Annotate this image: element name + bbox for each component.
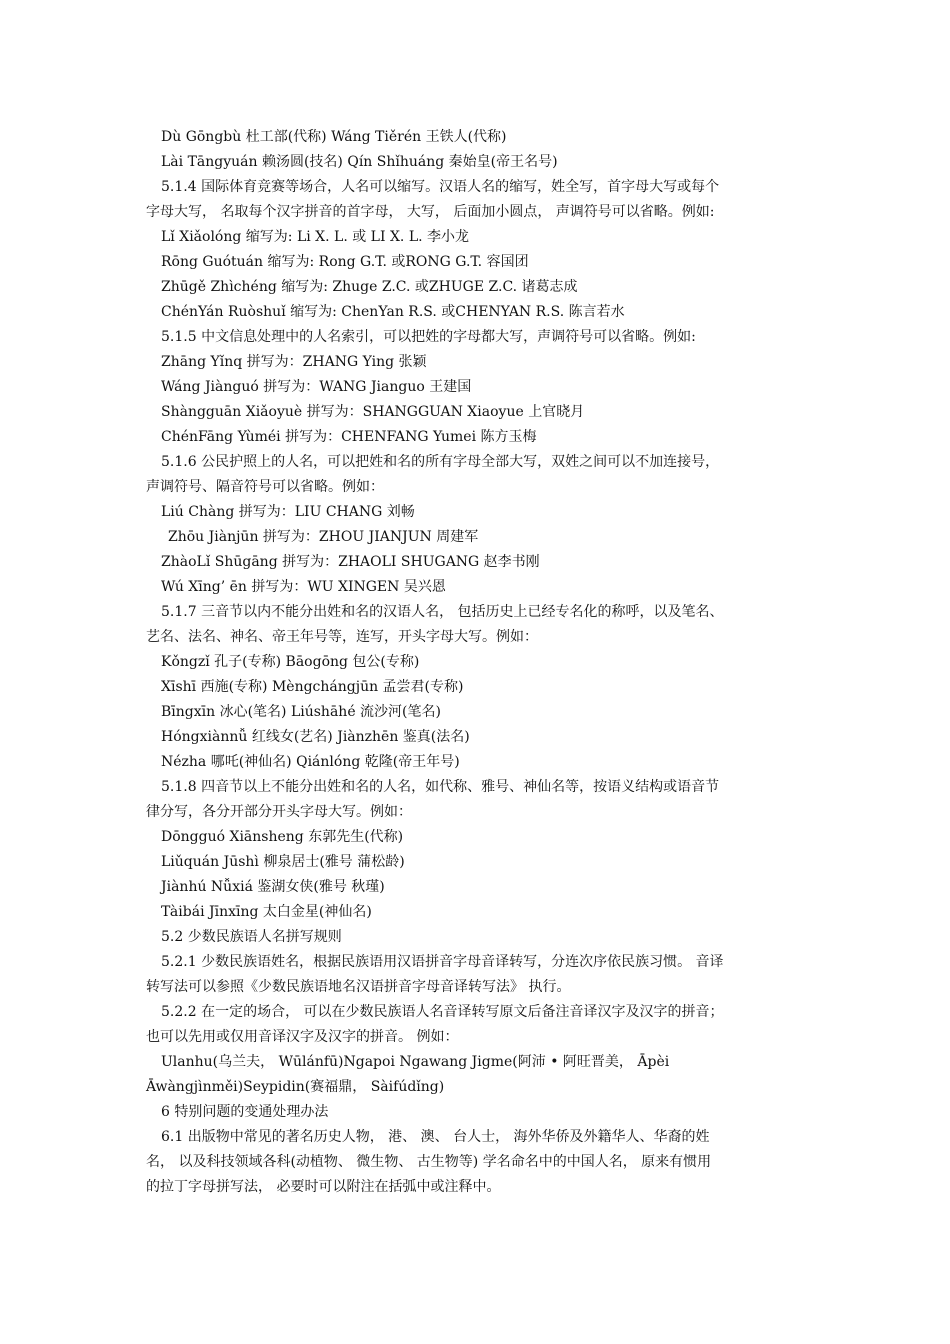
example-line: Liú Chàng 拼写为：LIU CHANG 刘畅: [161, 504, 415, 520]
section-5-1-8: 5.1.8 四音节以上不能分出姓和名的人名，如代称、雅号、神仙名等，按语义结构或语音节: [161, 779, 720, 795]
section-6-heading: 6 特别问题的变通处理办法: [161, 1104, 329, 1120]
section-6-1: 6.1 出版物中常见的著名历史人物， 港、 澳、 台人士， 海外华侨及外籍华人、华裔的姓: [161, 1129, 710, 1145]
text-line: 也可以先用或仅用音译汉字及汉字的拼音。 例如：: [146, 1029, 459, 1045]
example-line: Lǐ Xiǎolóng 缩写为: Li X. L. 或 LI X. L. 李小龙: [161, 229, 470, 245]
text-line: Lài Tāngyuán 赖汤圆(技名) Qín Shǐhuáng 秦始皇(帝王名号): [161, 154, 558, 170]
example-line: Nézha 哪吒(神仙名) Qiánlóng 乾隆(帝王年号): [161, 754, 460, 770]
example-line: ZhàoLǐ Shūgāng 拼写为：ZHAOLI SHUGANG 赵李书刚: [161, 554, 540, 570]
example-line: ChénYán Ruòshuǐ 缩写为: ChenYan R.S. 或CHENYAN R.S. 陈言若水: [161, 304, 625, 320]
example-line: Āwàngjìnměi)Seypidin(赛福鼎， Sàifúdǐng): [146, 1079, 445, 1095]
text-line: Dù Gōngbù 杜工部(代称) Wáng Tiěrén 王铁人(代称): [161, 129, 507, 145]
example-line: Tàibái Jīnxīng 太白金星(神仙名): [161, 904, 372, 920]
text-line: 的拉丁字母拼写法， 必要时可以附注在括弧中或注释中。: [146, 1179, 501, 1195]
example-line: Ulanhu(乌兰夫， Wūlánfū)Ngapoi Ngawang Jigme(阿沛 • 阿旺晋美， Āpèi: [161, 1054, 670, 1070]
section-5-1-6: 5.1.6 公民护照上的人名，可以把姓和名的所有字母全部大写，双姓之间可以不加连接号，: [161, 454, 720, 470]
section-5-1-5: 5.1.5 中文信息处理中的人名索引，可以把姓的字母都大写，声调符号可以省略。例如:: [161, 329, 696, 345]
example-line: Xīshī 西施(专称) Mèngchángjūn 孟尝君(专称): [161, 679, 464, 695]
example-line: Zhōu Jiànjūn 拼写为：ZHOU JIANJUN 周建军: [168, 529, 479, 545]
example-line: Jiànhú Nǚxiá 鉴湖女侠(雅号 秋瑾): [161, 879, 385, 895]
section-5-1-7: 5.1.7 三音节以内不能分出姓和名的汉语人名， 包括历史上已经专名化的称呼，以及笔名、: [161, 604, 724, 620]
text-line: 律分写，各分开部分开头字母大写。例如：: [146, 804, 412, 820]
section-5-2-2: 5.2.2 在一定的场合， 可以在少数民族语人名音译转写原文后备注音译汉字及汉字的拼音；: [161, 1004, 724, 1020]
example-line: Kǒngzǐ 孔子(专称) Bāogōng 包公(专称): [161, 654, 420, 670]
text-line: 名， 以及科技领域各科(动植物、 微生物、 古生物等) 学名命名中的中国人名， 原来有惯用: [146, 1154, 712, 1170]
example-line: Liǔquán Jūshì 柳泉居士(雅号 蒲松龄): [161, 854, 405, 870]
section-5-1-4: 5.1.4 国际体育竞赛等场合，人名可以缩写。汉语人名的缩写，姓全写，首字母大写或每个: [161, 179, 720, 195]
text-line: 转写法可以参照《少数民族语地名汉语拼音字母音译转写法》 执行。: [146, 979, 571, 995]
example-line: Shàngguān Xiǎoyuè 拼写为：SHANGGUAN Xiaoyue 上官晓月: [161, 404, 585, 420]
text-line: 字母大写， 名取每个汉字拼音的首字母， 大写， 后面加小圆点， 声调符号可以省略。例如:: [146, 204, 715, 220]
section-5-2-1: 5.2.1 少数民族语姓名，根据民族语用汉语拼音字母音译转写，分连次序依民族习惯。 音译: [161, 954, 724, 970]
example-line: Dōngguó Xiānsheng 东郭先生(代称): [161, 829, 404, 845]
example-line: Zhāng Yǐnq 拼写为：ZHANG Ying 张颖: [161, 354, 427, 370]
section-5-2-heading: 5.2 少数民族语人名拼写规则: [161, 929, 342, 945]
example-line: Wú Xīng’ ēn 拼写为：WU XINGEN 吴兴恩: [161, 579, 446, 595]
example-line: Bīngxīn 冰心(笔名) Liúshāhé 流沙河(笔名): [161, 704, 441, 720]
example-line: ChénFāng Yùméi 拼写为：CHENFANG Yumei 陈方玉梅: [161, 429, 537, 445]
example-line: Rōng Guótuán 缩写为: Rong G.T. 或RONG G.T. 容国团: [161, 254, 529, 270]
example-line: Wáng Jiànguó 拼写为：WANG Jianguo 王建国: [161, 379, 472, 395]
text-line: 艺名、法名、神名、帝王年号等，连写，开头字母大写。例如：: [146, 629, 538, 645]
example-line: Hóngxiànnǚ 红线女(艺名) Jiànzhēn 鉴真(法名): [161, 729, 470, 745]
example-line: Zhūgě Zhìchéng 缩写为: Zhuge Z.C. 或ZHUGE Z.C. 诸葛志成: [161, 279, 578, 295]
text-line: 声调符号、隔音符号可以省略。例如：: [146, 479, 384, 495]
